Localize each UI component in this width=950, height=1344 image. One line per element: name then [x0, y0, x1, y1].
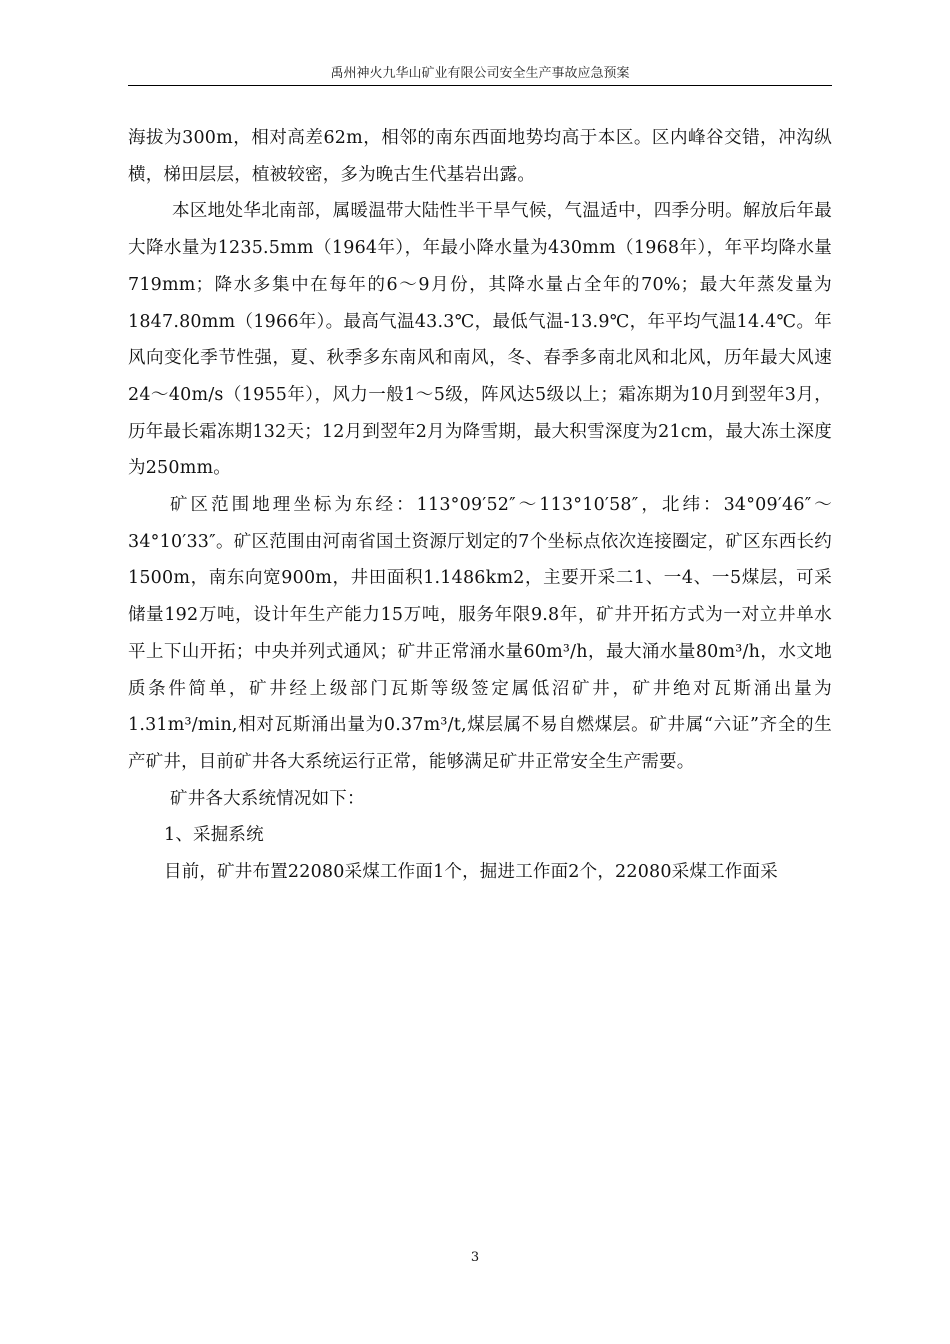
- page-header: 禹州神火九华山矿业有限公司安全生产事故应急预案: [330, 66, 630, 81]
- page-number: 3: [470, 1250, 480, 1265]
- paragraph-systems-intro: 矿井各大系统情况如下：: [170, 788, 365, 809]
- paragraph-climate: 本区地处华北南部，属暖温带大陆性半干旱气候，气温适中，四季分明。解放后年最大降水量为1235.5mm（1964年），年最小降水量为430mm（1968年），年平均降水量719mm；降水多集中在每年的6～9月份，其降水量占全年的70%；最大年蒸发量为1847.80mm（1966年）。最高气温43.3℃，最低气温-13.9℃，年平均气温14.4℃。年风向变化季节性强，夏、秋季多东南风和南风，冬、春季多南北风和北风，历年最大风速24～40m/s（1955年），风力一般1～5级，阵风达5级以上；霜冻期为10月到翌年3月，历年最长霜冻期132天；12月到翌年2月为降雪期，最大积雪深度为21cm，最大冻土深度为250mm。: [128, 201, 832, 479]
- header-divider: [128, 85, 832, 86]
- document-body: [128, 120, 832, 891]
- paragraph-elevation: 海拔为300m，相对高差62m，相邻的南东西面地势均高于本区。区内峰谷交错，冲沟纵横，梯田层层，植被较密，多为晚古生代基岩出露。: [128, 128, 832, 185]
- section-heading-mining-system: 1、采掘系统: [164, 825, 264, 846]
- paragraph-mine-overview: 矿区范围地理坐标为东经：113°09′52″～113°10′58″，北纬：34°09′46″～34°10′33″。矿区范围由河南省国土资源厅划定的7个坐标点依次连接圈定，矿区东西长约1500m，南东向宽900m，井田面积1.1486km2，主要开采二1、一4、一5煤层，可采储量192万吨，设计年生产能力15万吨，服务年限9.8年，矿井开拓方式为一对立井单水平上下山开拓；中央并列式通风；矿井正常涌水量60m³/h，最大涌水量80m³/h，水文地质条件简单，矿井经上级部门瓦斯等级签定属低沼矿井，矿井绝对瓦斯涌出量为1.31m³/min,相对瓦斯涌出量为0.37m³/t,煤层属不易自燃煤层。矿井属“六证”齐全的生产矿井，目前矿井各大系统运行正常，能够满足矿井正常安全生产需要。: [128, 495, 832, 772]
- paragraph-working-faces: 目前，矿井布置22080采煤工作面1个，掘进工作面2个，22080采煤工作面采: [164, 862, 778, 883]
